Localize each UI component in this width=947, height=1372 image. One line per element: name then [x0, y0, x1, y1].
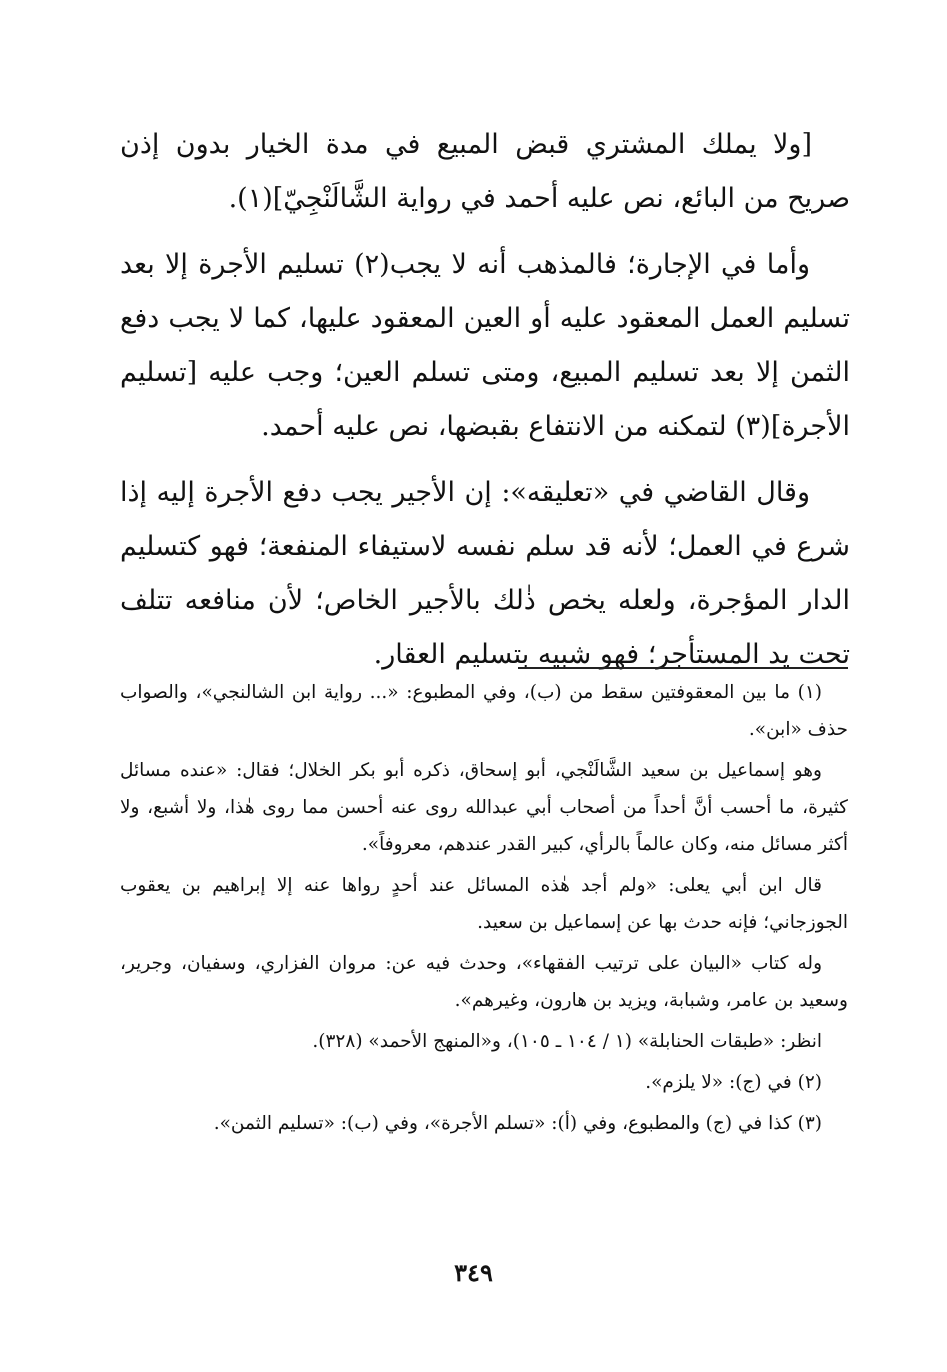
footnote-3: (٣) كذا في (ج) والمطبوع، وفي (أ): «تسلم الأجرة»، وفي (ب): «تسليم الثمن».: [213, 1113, 822, 1134]
paragraph-2: وأما في الإجارة؛ فالمذهب أنه لا يجب(٢) تسليم الأجرة إلا بعد تسليم العمل المعقود عليه أو العين المعقود عليها، كما لا يجب دفع الثمن إلا بعد تسليم المبيع، ومتى تسلم العين؛ وجب عليه [تسليم الأجرة](٣) لتمكنه من الانتفاع بقبضها، نص عليه أحمد.: [120, 249, 850, 442]
footnotes: [120, 674, 848, 1146]
footnote-1-quote: قال ابن أبي يعلى: «ولم أجد هٰذه المسائل عند أحدٍ رواها عنه إلا إبراهيم بن يعقوب الجوزجاني؛ فإنه حدث بها عن إسماعيل بن سعيد.: [120, 875, 848, 933]
paragraph-3: وقال القاضي في «تعليقه»: إن الأجير يجب دفع الأجرة إليه إذا شرع في العمل؛ لأنه قد سلم نفسه لاستيفاء المنفعة؛ فهو كتسليم الدار المؤجرة، ولعله يخص ذٰلك بالأجير الخاص؛ لأن منافعه تتلف تحت يد المستأجر؛ فهو شبيه بتسليم العقار.: [120, 477, 850, 670]
footnote-separator: [518, 667, 848, 669]
main-text: [120, 118, 850, 694]
page-number: ٣٤٩: [454, 1258, 493, 1287]
footnote-2: (٢) في (ج): «لا يلزم».: [645, 1072, 822, 1093]
footnote-1-refs: انظر: «طبقات الحنابلة» (١ / ١٠٤ ـ ١٠٥)، و«المنهج الأحمد» (٣٢٨).: [312, 1031, 822, 1052]
footnote-1-bio: وهو إسماعيل بن سعيد الشَّالَنْجي، أبو إسحاق، ذكره أبو بكر الخلال؛ فقال: «عنده مسائل كثيرة، ما أحسب أنَّ أحداً من أصحاب أبي عبدالله روى عنه أحسن مما روى هٰذا، ولا أشبع، ولا أكثر مسائل منه، وكان عالماً بالرأي، كبير القدر عندهم، معروفاً».: [120, 760, 848, 855]
paragraph-1: [ولا يملك المشتري قبض المبيع في مدة الخيار بدون إذن صريح من البائع، نص عليه أحمد في رواية الشَّالَنْجِيّ](١).: [120, 129, 850, 214]
footnote-1: (١) ما بين المعقوفتين سقط من (ب)، وفي المطبوع: «... رواية ابن الشالنجي»، والصواب حذف «ابن».: [120, 682, 848, 740]
footnote-1-book: وله كتاب «البيان على ترتيب الفقهاء»، وحدث فيه عن: مروان الفزاري، وسفيان، وجرير، وسعيد بن عامر، وشبابة، ويزيد بن هارون، وغيرهم».: [120, 953, 848, 1011]
